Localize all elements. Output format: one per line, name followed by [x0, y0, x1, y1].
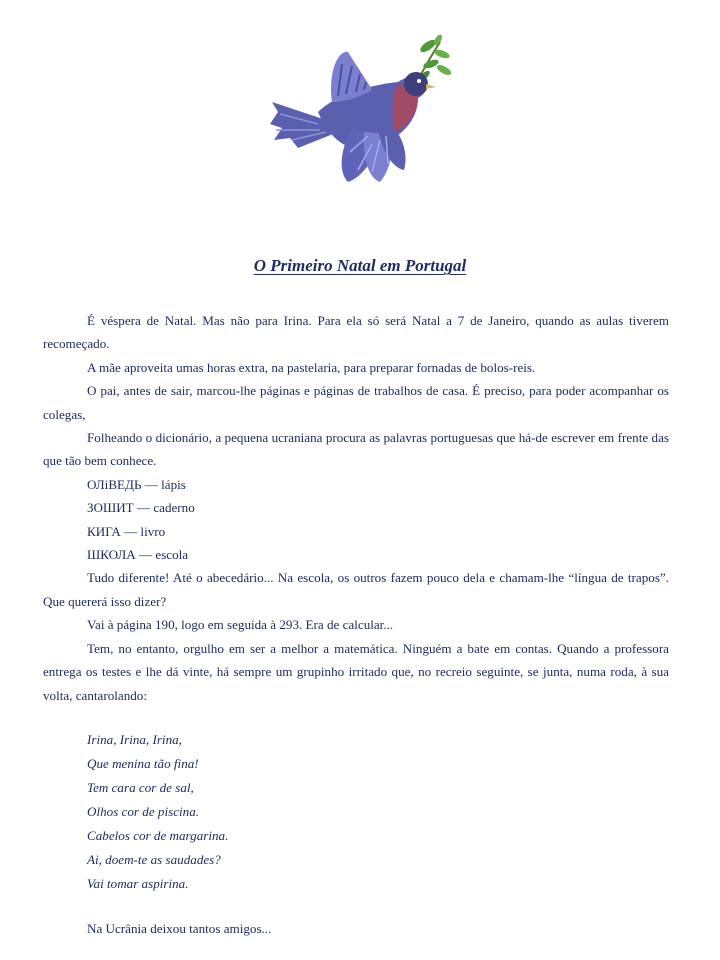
paragraph: Tudo diferente! Até o abecedário... Na escola, os outros fazem pouco dela e chamam-lhe “língua de trapos”. Que quererá isso dizer?	[43, 570, 669, 609]
poem-line: Tem cara cor de sal,	[87, 779, 194, 795]
poem-line: Cabelos cor de margarina.	[87, 827, 229, 843]
closing-paragraph: Na Ucrânia deixou tantos amigos...	[87, 920, 272, 936]
paragraph: O pai, antes de sair, marcou-lhe páginas e páginas de trabalhos de casa. É preciso, para poder acompanhar os colegas,	[43, 383, 669, 422]
paragraph: Vai à página 190, logo em seguida à 293. Era de calcular...	[87, 617, 394, 633]
paragraph: É véspera de Natal. Mas não para Irina. Para ela só será Natal a 7 de Janeiro, quando as aulas tiverem recomeçado.	[43, 313, 669, 352]
poem-line: Irina, Irina, Irina,	[87, 731, 182, 747]
dove-head	[404, 72, 428, 96]
poem-line: Vai tomar aspirina.	[87, 875, 189, 891]
story-text	[43, 309, 669, 940]
vocabulary-line: ЗОШИТ — caderno	[87, 500, 195, 516]
paragraph: A mãe aproveita umas horas extra, na pastelaria, para preparar fornadas de bolos-reis.	[87, 359, 536, 375]
vocabulary-line: ШКОЛА — escola	[87, 547, 189, 563]
poem	[43, 728, 669, 896]
dove-with-olive-branch-illustration	[268, 32, 456, 188]
poem-line: Que menina tão fina!	[87, 755, 199, 771]
poem-line: Olhos cor de piscina.	[87, 803, 200, 819]
dove-lower-wing	[342, 128, 406, 182]
poem-line: Ai, doem-te as saudades?	[87, 851, 221, 867]
document-title: O Primeiro Natal em Portugal	[253, 256, 467, 275]
paragraph: Tem, no entanto, orgulho em ser a melhor a matemática. Ninguém a bate em contas. Quando a professora entrega os testes e lhe dá vinte, há sempre um grupinho irritado que, no recreio seguinte, se junta, numa roda, à sua volta, cantarolando:	[43, 640, 669, 703]
vocabulary-line: КИГА — livro	[87, 523, 166, 539]
vocabulary-line: ОЛіВЕДЬ — lápis	[87, 476, 186, 492]
paragraph: Folheando o dicionário, a pequena ucraniana procura as palavras portuguesas que há-de escrever em frente das que tão bem conhece.	[43, 430, 669, 469]
